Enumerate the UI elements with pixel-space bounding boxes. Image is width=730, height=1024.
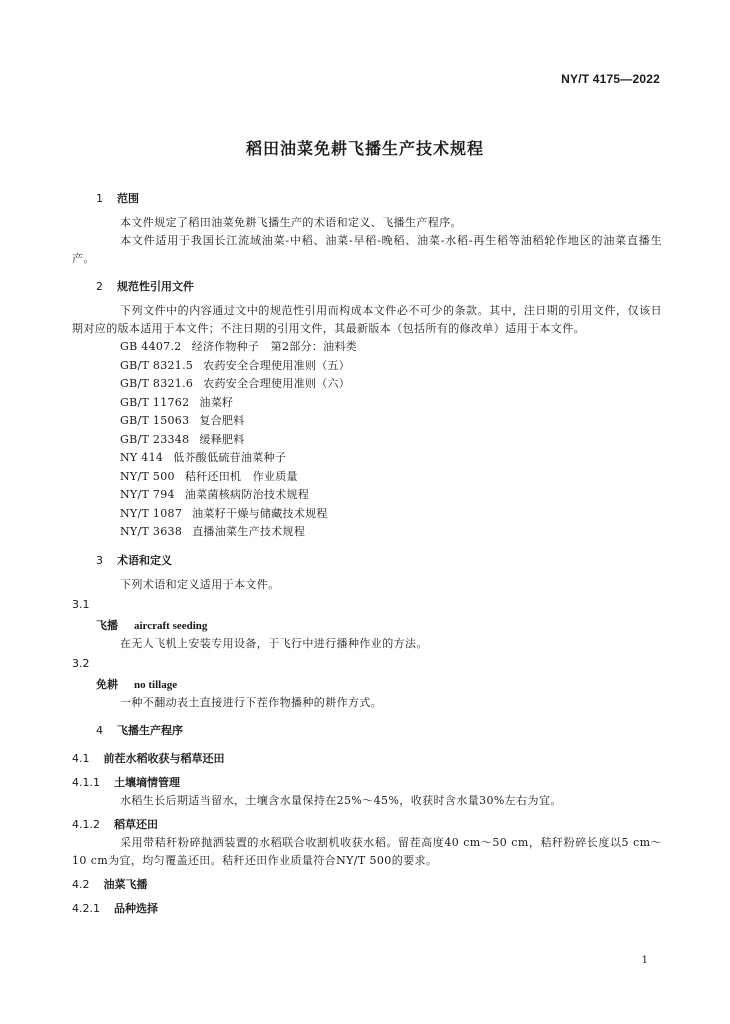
reference-name: 复合肥料 [199, 414, 245, 427]
term-definition: 一种不翻动表土直接进行下茬作物播种的耕作方式。 [120, 695, 383, 709]
reference-code: GB/T 8321.6 [120, 377, 194, 390]
reference-code: GB/T 11762 [120, 395, 190, 409]
subsection-4-1-1-heading [72, 774, 662, 792]
reference-item [96, 394, 662, 413]
section-title: 规范性引用文件 [117, 280, 194, 293]
reference-name: 油菜籽干燥与储藏技术规程 [192, 506, 328, 520]
section-number: 4.1.2 [72, 817, 100, 831]
reference-code: GB 4407.2 [120, 340, 182, 353]
term-entry [72, 676, 662, 694]
section-number: 2 [96, 280, 103, 293]
section-title: 油菜飞播 [103, 877, 148, 891]
section-number: 1 [96, 192, 103, 205]
reference-item [96, 375, 662, 394]
paragraph: 本文件规定了稻田油菜免耕飞播生产的术语和定义、飞播生产程序。 [120, 216, 462, 229]
reference-item [96, 357, 662, 376]
reference-name: 直播油菜生产技术规程 [192, 525, 306, 538]
reference-code: GB/T 23348 [120, 432, 190, 446]
reference-code: GB/T 8321.5 [120, 358, 194, 372]
section-number: 4 [96, 723, 103, 737]
section-title: 稻草还田 [114, 817, 158, 831]
section-title: 飞播生产程序 [117, 723, 183, 737]
term-number: 3.2 [72, 656, 90, 670]
standard-number: NY/T 4175—2022 [561, 72, 660, 86]
reference-item [96, 431, 662, 450]
reference-item [96, 338, 662, 357]
reference-item [96, 468, 662, 487]
section-title: 土壤墒情管理 [114, 775, 180, 789]
section-number: 4.1.1 [72, 775, 100, 789]
reference-item [96, 486, 662, 505]
term-definition: 在无人飞机上安装专用设备，于飞行中进行播种作业的方法。 [120, 636, 428, 650]
paragraph: 下列术语和定义适用于本文件。 [120, 577, 280, 591]
term-english: no tillage [134, 678, 178, 691]
reference-name: 油菜籽 [199, 395, 234, 409]
document-title: 稻田油菜免耕飞播生产技术规程 [245, 139, 484, 158]
document-body [72, 190, 662, 918]
reference-item [96, 449, 662, 468]
subsection-4-2-1-heading [72, 900, 662, 918]
reference-code: GB/T 15063 [120, 414, 190, 427]
section-number: 4.2.1 [72, 901, 100, 915]
term-english: aircraft seeding [134, 619, 208, 632]
section-number: 4.1 [72, 751, 90, 765]
subsection-4-1-2-heading [72, 816, 662, 834]
section-4-heading [96, 722, 662, 740]
reference-code: NY/T 500 [120, 469, 175, 483]
section-title: 术语和定义 [117, 553, 172, 567]
section-3-heading [96, 552, 662, 570]
page-number: 1 [641, 955, 648, 966]
reference-item [96, 505, 662, 524]
section-1-heading [96, 190, 662, 208]
reference-name: 农药安全合理使用准则（五） [203, 358, 351, 372]
reference-code: NY/T 3638 [120, 525, 183, 538]
reference-name: 农药安全合理使用准则（六） [203, 377, 351, 390]
term-entry [72, 617, 662, 635]
reference-item [96, 412, 662, 431]
reference-name: 低芥酸低硫苷油菜种子 [173, 451, 287, 464]
section-title: 品种选择 [114, 901, 158, 915]
term-chinese: 免耕 [96, 677, 118, 691]
paragraph: 采用带秸秆粉碎抛洒装置的水稻联合收割机收获水稻。留茬高度40 cm～50 cm，秸秆粉碎长度以5 cm～10 cm为宜，均匀覆盖还田。秸秆还田作业质量符合NY/T 500的要求。 [72, 835, 662, 867]
term-number: 3.1 [72, 597, 90, 611]
reference-code: NY/T 1087 [120, 506, 183, 520]
paragraph: 本文件适用于我国长江流域油菜-中稻、油菜-早稻-晚稻、油菜-水稻-再生稻等油稻轮作地区的油菜直播生产。 [72, 234, 662, 265]
subsection-4-2-heading [72, 876, 662, 894]
subsection-4-1-heading [72, 750, 662, 768]
reference-item [96, 523, 662, 542]
reference-code: NY/T 794 [120, 488, 175, 501]
section-title: 前茬水稻收获与稻草还田 [103, 751, 225, 765]
section-title: 范围 [117, 192, 139, 205]
reference-list [96, 338, 662, 542]
paragraph: 下列文件中的内容通过文中的规范性引用而构成本文件必不可少的条款。其中，注日期的引用文件，仅该日期对应的版本适用于本文件；不注日期的引用文件，其最新版本（包括所有的修改单）适用于本文件。 [72, 304, 662, 335]
reference-name: 缓释肥料 [199, 432, 245, 446]
reference-code: NY 414 [120, 451, 164, 464]
section-2-heading [96, 278, 662, 296]
reference-name: 秸秆还田机 作业质量 [184, 469, 298, 483]
reference-name: 油菜菌核病防治技术规程 [184, 488, 310, 501]
paragraph: 水稻生长后期适当留水，土壤含水量保持在25%～45%，收获时含水量30%左右为宜。 [120, 793, 562, 807]
reference-name: 经济作物种子 第2部分：油料类 [191, 340, 358, 353]
section-number: 4.2 [72, 877, 90, 891]
section-number: 3 [96, 553, 103, 567]
term-chinese: 飞播 [96, 618, 118, 632]
